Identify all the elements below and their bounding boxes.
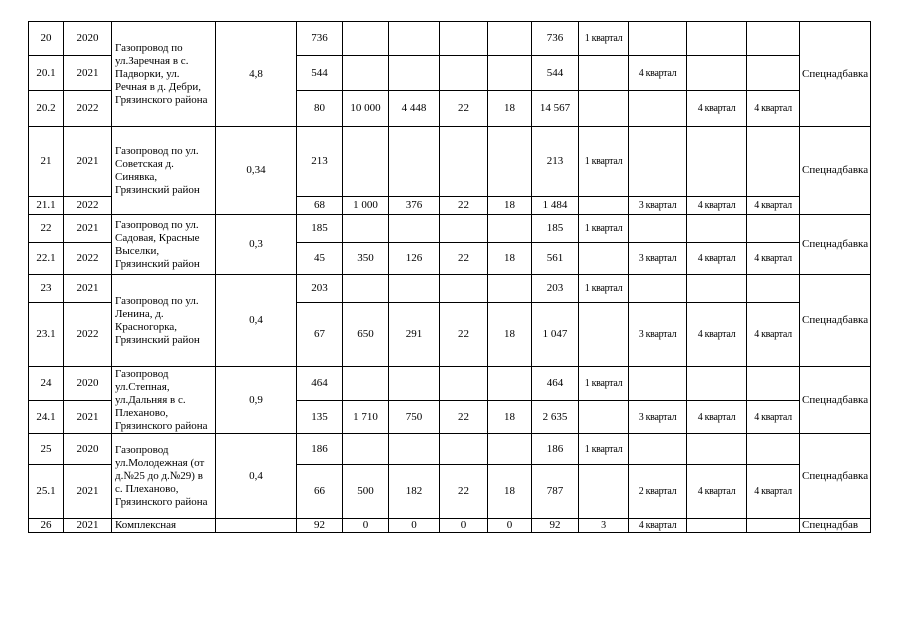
cell-quarter-2: 2 квартал xyxy=(629,465,687,519)
cell-object-name: Комплексная xyxy=(112,519,216,533)
cell-year: 2022 xyxy=(64,197,112,215)
table-row xyxy=(29,127,871,197)
cell-quarter-2: 3 квартал xyxy=(629,401,687,434)
cell-number: 20.2 xyxy=(29,91,64,127)
cell-quarter-4: 4 квартал xyxy=(747,303,800,367)
cell-value-1: 45 xyxy=(297,243,343,275)
cell-value-4 xyxy=(440,56,488,91)
cell-value-2 xyxy=(343,215,389,243)
cell-value-1: 66 xyxy=(297,465,343,519)
cell-value-1: 68 xyxy=(297,197,343,215)
cell-value-1: 464 xyxy=(297,367,343,401)
cell-quarter-4: 4 квартал xyxy=(747,91,800,127)
cell-value-5: 0 xyxy=(488,519,532,533)
cell-quarter-1: 1 квартал xyxy=(579,367,629,401)
cell-value-3: 750 xyxy=(389,401,440,434)
cell-value-3: 0 xyxy=(389,519,440,533)
cell-total: 1 484 xyxy=(532,197,579,215)
cell-number: 25.1 xyxy=(29,465,64,519)
cell-quarter-1: 1 квартал xyxy=(579,127,629,197)
cell-number: 20.1 xyxy=(29,56,64,91)
cell-quarter-1 xyxy=(579,197,629,215)
cell-total: 1 047 xyxy=(532,303,579,367)
cell-value-5: 18 xyxy=(488,303,532,367)
cell-quarter-4 xyxy=(747,56,800,91)
cell-value-5 xyxy=(488,127,532,197)
cell-quarter-3 xyxy=(687,275,747,303)
cell-quarter-2 xyxy=(629,367,687,401)
cell-value-4: 0 xyxy=(440,519,488,533)
cell-total: 92 xyxy=(532,519,579,533)
cell-value-3: 291 xyxy=(389,303,440,367)
cell-value-2 xyxy=(343,434,389,465)
cell-quarter-2: 4 квартал xyxy=(629,519,687,533)
cell-quarter-3 xyxy=(687,127,747,197)
cell-value-3 xyxy=(389,56,440,91)
cell-quarter-2: 3 квартал xyxy=(629,197,687,215)
cell-value-2: 1 000 xyxy=(343,197,389,215)
cell-value-3 xyxy=(389,367,440,401)
cell-total: 185 xyxy=(532,215,579,243)
cell-value-2: 650 xyxy=(343,303,389,367)
cell-quarter-1 xyxy=(579,243,629,275)
cell-value-5: 18 xyxy=(488,465,532,519)
cell-quarter-1: 1 квартал xyxy=(579,275,629,303)
cell-value-5: 18 xyxy=(488,197,532,215)
cell-quarter-3 xyxy=(687,22,747,56)
cell-quarter-3: 4 квартал xyxy=(687,303,747,367)
cell-quarter-3 xyxy=(687,367,747,401)
cell-contractor: Спецнадбав xyxy=(800,519,871,533)
cell-quarter-3 xyxy=(687,215,747,243)
cell-number: 23 xyxy=(29,275,64,303)
cell-value-1: 135 xyxy=(297,401,343,434)
cell-quarter-2 xyxy=(629,434,687,465)
cell-value-5 xyxy=(488,56,532,91)
table-row xyxy=(29,215,871,243)
cell-total: 213 xyxy=(532,127,579,197)
cell-value-5 xyxy=(488,434,532,465)
cell-value-3 xyxy=(389,275,440,303)
cell-quarter-2 xyxy=(629,22,687,56)
cell-length: 4,8 xyxy=(216,22,297,127)
cell-value-3 xyxy=(389,215,440,243)
cell-value-1: 213 xyxy=(297,127,343,197)
table-row xyxy=(29,434,871,465)
cell-number: 24.1 xyxy=(29,401,64,434)
cell-year: 2022 xyxy=(64,91,112,127)
cell-value-2: 1 710 xyxy=(343,401,389,434)
cell-value-2: 500 xyxy=(343,465,389,519)
table-row xyxy=(29,519,871,533)
cell-quarter-4: 4 квартал xyxy=(747,197,800,215)
cell-length: 0,3 xyxy=(216,215,297,275)
cell-quarter-4 xyxy=(747,22,800,56)
cell-number: 24 xyxy=(29,367,64,401)
cell-object-name: Газопровод по ул. Ленина, д. Красногорка, Грязинский район xyxy=(112,275,216,367)
cell-quarter-2 xyxy=(629,275,687,303)
cell-quarter-4 xyxy=(747,367,800,401)
cell-quarter-1: 1 квартал xyxy=(579,434,629,465)
cell-object-name: Газопровод по ул. Садовая, Красные Выселки, Грязинский район xyxy=(112,215,216,275)
cell-quarter-3: 4 квартал xyxy=(687,465,747,519)
cell-quarter-3: 4 квартал xyxy=(687,243,747,275)
gas-pipeline-table xyxy=(28,21,871,533)
cell-value-4: 22 xyxy=(440,91,488,127)
cell-quarter-1: 1 квартал xyxy=(579,215,629,243)
cell-object-name: Газопровод по ул. Советская д. Синявка, Грязинский район xyxy=(112,127,216,215)
cell-quarter-3: 4 квартал xyxy=(687,197,747,215)
cell-quarter-1: 3 xyxy=(579,519,629,533)
cell-length: 0,4 xyxy=(216,434,297,519)
cell-value-5 xyxy=(488,367,532,401)
cell-total: 186 xyxy=(532,434,579,465)
cell-year: 2021 xyxy=(64,401,112,434)
cell-object-name: Газопровод ул.Степная, ул.Дальняя в с. Плеханово, Грязинского района xyxy=(112,367,216,434)
cell-value-4 xyxy=(440,22,488,56)
cell-value-3 xyxy=(389,127,440,197)
cell-length xyxy=(216,519,297,533)
cell-value-5 xyxy=(488,275,532,303)
cell-quarter-3 xyxy=(687,434,747,465)
cell-year: 2020 xyxy=(64,434,112,465)
cell-year: 2021 xyxy=(64,465,112,519)
cell-value-3 xyxy=(389,434,440,465)
cell-quarter-1 xyxy=(579,401,629,434)
cell-value-4 xyxy=(440,275,488,303)
cell-total: 787 xyxy=(532,465,579,519)
cell-quarter-2: 3 квартал xyxy=(629,303,687,367)
cell-value-4: 22 xyxy=(440,197,488,215)
cell-number: 26 xyxy=(29,519,64,533)
cell-contractor: Спецнадбавка xyxy=(800,22,871,127)
cell-quarter-1 xyxy=(579,91,629,127)
cell-quarter-4: 4 квартал xyxy=(747,243,800,275)
cell-quarter-4 xyxy=(747,275,800,303)
cell-contractor: Спецнадбавка xyxy=(800,434,871,519)
cell-value-4 xyxy=(440,127,488,197)
cell-value-1: 203 xyxy=(297,275,343,303)
cell-value-4: 22 xyxy=(440,465,488,519)
cell-value-5 xyxy=(488,22,532,56)
cell-year: 2020 xyxy=(64,367,112,401)
cell-value-2 xyxy=(343,275,389,303)
cell-value-1: 186 xyxy=(297,434,343,465)
cell-value-1: 67 xyxy=(297,303,343,367)
table-row xyxy=(29,22,871,56)
cell-contractor: Спецнадбавка xyxy=(800,215,871,275)
cell-value-4: 22 xyxy=(440,243,488,275)
cell-quarter-4: 4 квартал xyxy=(747,401,800,434)
cell-value-3: 376 xyxy=(389,197,440,215)
cell-value-5: 18 xyxy=(488,243,532,275)
cell-value-1: 80 xyxy=(297,91,343,127)
cell-year: 2021 xyxy=(64,56,112,91)
cell-value-3: 126 xyxy=(389,243,440,275)
cell-total: 544 xyxy=(532,56,579,91)
cell-quarter-2 xyxy=(629,91,687,127)
cell-year: 2022 xyxy=(64,243,112,275)
cell-quarter-2: 4 квартал xyxy=(629,56,687,91)
cell-value-3: 4 448 xyxy=(389,91,440,127)
cell-year: 2022 xyxy=(64,303,112,367)
cell-year: 2021 xyxy=(64,275,112,303)
cell-total: 14 567 xyxy=(532,91,579,127)
cell-year: 2020 xyxy=(64,22,112,56)
cell-value-5: 18 xyxy=(488,401,532,434)
cell-length: 0,4 xyxy=(216,275,297,367)
cell-quarter-1 xyxy=(579,303,629,367)
cell-value-4 xyxy=(440,434,488,465)
cell-quarter-3: 4 квартал xyxy=(687,401,747,434)
cell-quarter-4 xyxy=(747,127,800,197)
cell-year: 2021 xyxy=(64,127,112,197)
cell-number: 21 xyxy=(29,127,64,197)
cell-year: 2021 xyxy=(64,519,112,533)
cell-year: 2021 xyxy=(64,215,112,243)
cell-object-name: Газопровод ул.Молодежная (от д.№25 до д.№29) в с. Плеханово, Грязинского района xyxy=(112,434,216,519)
cell-contractor: Спецнадбавка xyxy=(800,127,871,215)
cell-contractor: Спецнадбавка xyxy=(800,367,871,434)
cell-total: 203 xyxy=(532,275,579,303)
cell-value-1: 544 xyxy=(297,56,343,91)
cell-quarter-4 xyxy=(747,215,800,243)
cell-value-5 xyxy=(488,215,532,243)
cell-quarter-2: 3 квартал xyxy=(629,243,687,275)
cell-value-4: 22 xyxy=(440,401,488,434)
cell-value-3: 182 xyxy=(389,465,440,519)
table-body xyxy=(29,22,871,533)
cell-quarter-1 xyxy=(579,56,629,91)
cell-quarter-3: 4 квартал xyxy=(687,91,747,127)
table-row xyxy=(29,275,871,303)
table-row xyxy=(29,367,871,401)
cell-total: 561 xyxy=(532,243,579,275)
cell-quarter-1: 1 квартал xyxy=(579,22,629,56)
cell-quarter-2 xyxy=(629,127,687,197)
cell-value-4 xyxy=(440,215,488,243)
cell-value-1: 185 xyxy=(297,215,343,243)
cell-value-4 xyxy=(440,367,488,401)
cell-value-2: 350 xyxy=(343,243,389,275)
cell-number: 22 xyxy=(29,215,64,243)
cell-quarter-3 xyxy=(687,56,747,91)
cell-number: 22.1 xyxy=(29,243,64,275)
cell-number: 20 xyxy=(29,22,64,56)
cell-length: 0,9 xyxy=(216,367,297,434)
cell-quarter-3 xyxy=(687,519,747,533)
cell-total: 2 635 xyxy=(532,401,579,434)
cell-value-1: 92 xyxy=(297,519,343,533)
cell-number: 25 xyxy=(29,434,64,465)
cell-total: 736 xyxy=(532,22,579,56)
cell-quarter-4: 4 квартал xyxy=(747,465,800,519)
cell-value-3 xyxy=(389,22,440,56)
cell-value-2 xyxy=(343,22,389,56)
cell-quarter-1 xyxy=(579,465,629,519)
cell-value-5: 18 xyxy=(488,91,532,127)
cell-value-2 xyxy=(343,56,389,91)
cell-object-name: Газопровод по ул.Заречная в с. Падворки, ул. Речная в д. Дебри, Грязинского района xyxy=(112,22,216,127)
cell-length: 0,34 xyxy=(216,127,297,215)
cell-value-2: 10 000 xyxy=(343,91,389,127)
cell-number: 23.1 xyxy=(29,303,64,367)
cell-quarter-4 xyxy=(747,434,800,465)
cell-quarter-2 xyxy=(629,215,687,243)
cell-value-2 xyxy=(343,367,389,401)
cell-value-2 xyxy=(343,127,389,197)
cell-value-4: 22 xyxy=(440,303,488,367)
cell-total: 464 xyxy=(532,367,579,401)
cell-quarter-4 xyxy=(747,519,800,533)
cell-contractor: Спецнадбавка xyxy=(800,275,871,367)
cell-value-1: 736 xyxy=(297,22,343,56)
cell-value-2: 0 xyxy=(343,519,389,533)
cell-number: 21.1 xyxy=(29,197,64,215)
